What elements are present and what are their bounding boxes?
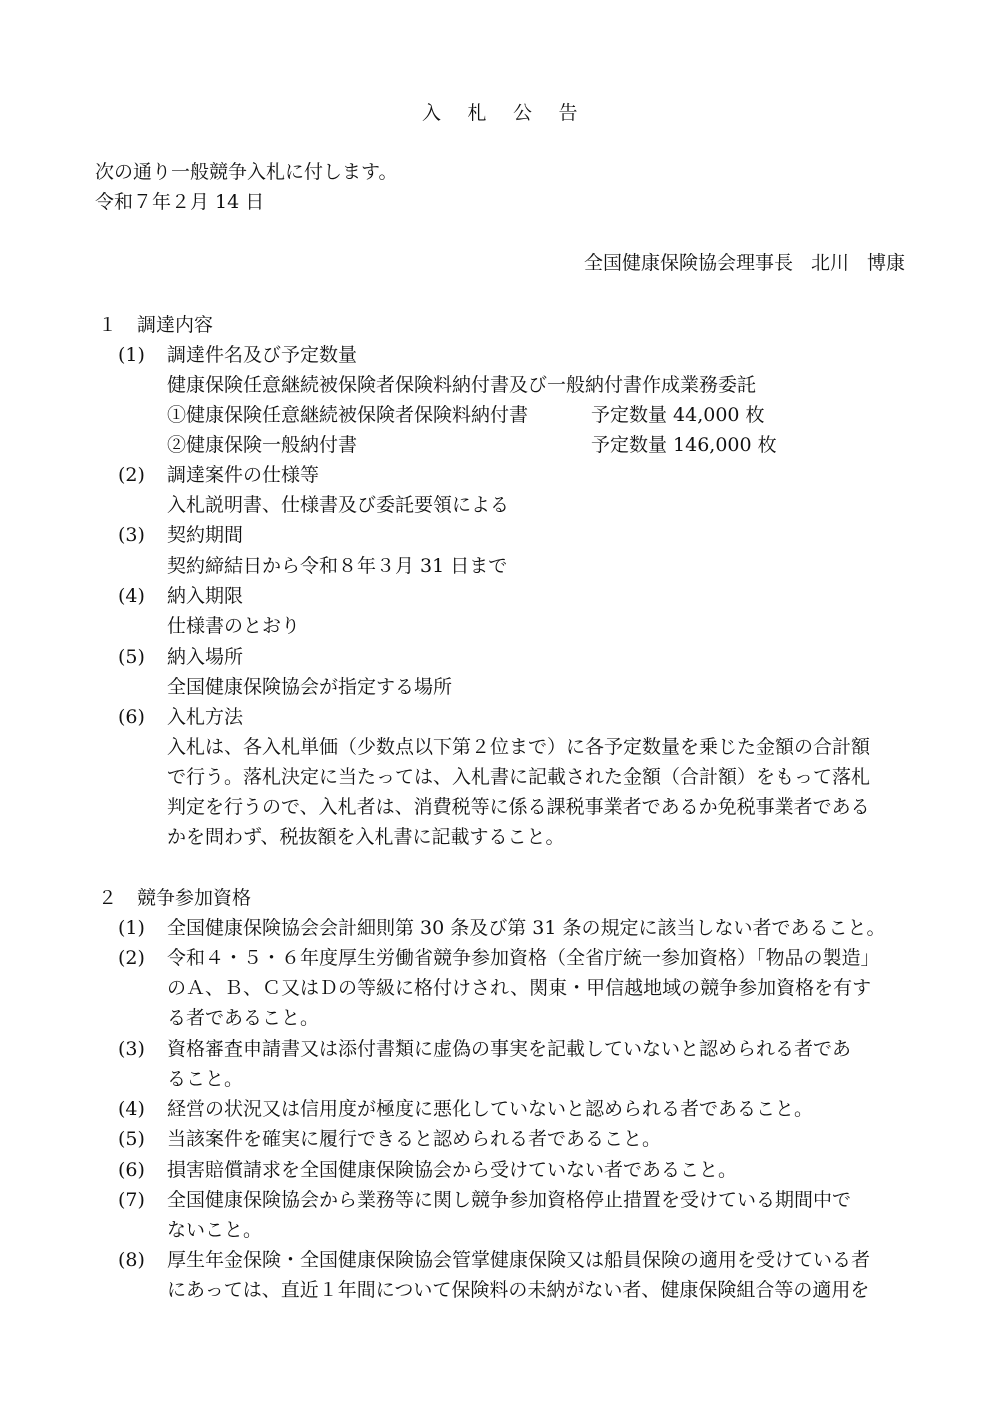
issuer <box>584 250 905 276</box>
item-text: かを問わず、税抜額を入札書に記載すること。 <box>167 826 565 848</box>
section-number: ２ <box>98 887 118 909</box>
item-heading: 調達案件の仕様等 <box>167 464 320 486</box>
item-text: 全国健康保険協会会計細則第 30 条及び第 31 条の規定に該当しない者であること。 <box>167 917 886 939</box>
item-text: 経営の状況又は信用度が極度に悪化していないと認められる者であること。 <box>167 1098 814 1120</box>
section-title: 競争参加資格 <box>137 887 252 909</box>
section-number: １ <box>98 314 118 336</box>
item-number: (5) <box>118 1128 145 1150</box>
product-quantity: 予定数量 44,000 枚 <box>591 404 765 426</box>
item-number: (2) <box>118 947 145 969</box>
item-text: 入札は、各入札単価（少数点以下第２位まで）に各予定数量を乗じた金額の合計額 <box>167 736 871 758</box>
issuer-org: 全国健康保険協会理事長 <box>583 252 793 274</box>
item-number: (2) <box>118 464 145 486</box>
product-name: ①健康保険任意継続被保険者保険料納付書 <box>167 404 529 426</box>
item-number: (4) <box>118 585 145 607</box>
procurement-name: 健康保険任意継続被保険者保険料納付書及び一般納付書作成業務委託 <box>167 374 757 396</box>
item-number: (8) <box>118 1249 145 1271</box>
section-title: 調達内容 <box>137 314 214 336</box>
item-text: 仕様書のとおり <box>167 615 301 637</box>
notice-date: 令和７年２月 14 日 <box>95 191 265 213</box>
item-number: (3) <box>118 524 145 546</box>
issuer-surname: 北川 <box>810 252 849 274</box>
item-number: (1) <box>118 917 145 939</box>
item-number: (7) <box>118 1189 145 1211</box>
item-number: (3) <box>118 1038 145 1060</box>
item-text: 全国健康保険協会が指定する場所 <box>167 676 453 698</box>
product-quantity: 予定数量 146,000 枚 <box>591 434 777 456</box>
item-text: 契約締結日から令和８年３月 31 日まで <box>167 555 508 577</box>
item-text: で行う。落札決定に当たっては、入札書に記載された金額（合計額）をもって落札 <box>167 766 871 788</box>
issuer-given-name: 博康 <box>866 252 905 274</box>
title-char: 公 <box>513 102 533 124</box>
item-heading: 入札方法 <box>167 706 244 728</box>
item-text: のＡ、Ｂ、Ｃ又はＤの等級に格付けされ、関東・甲信越地域の競争参加資格を有す <box>167 977 872 999</box>
item-text: ないこと。 <box>167 1219 263 1241</box>
item-text: 当該案件を確実に履行できると認められる者であること。 <box>167 1128 662 1150</box>
item-text: にあっては、直近１年間について保険料の未納がない者、健康保険組合等の適用を <box>167 1279 870 1301</box>
item-heading: 納入期限 <box>167 585 244 607</box>
item-text: 損害賠償請求を全国健康保険協会から受けていない者であること。 <box>167 1159 738 1181</box>
page-title <box>0 98 1000 125</box>
item-text: 判定を行うので、入札者は、消費税等に係る課税事業者であるか免税事業者である <box>167 796 870 818</box>
item-text: 資格審査申請書又は添付書類に虚偽の事実を記載していないと認められる者であ <box>167 1038 852 1060</box>
item-text: 厚生年金保険・全国健康保険協会管掌健康保険又は船員保険の適用を受けている者 <box>167 1249 871 1271</box>
product-name: ②健康保険一般納付書 <box>167 434 358 456</box>
item-text: る者であること。 <box>167 1007 320 1029</box>
item-text: 入札説明書、仕様書及び委託要領による <box>167 494 510 516</box>
item-number: (5) <box>118 646 145 668</box>
item-number: (6) <box>118 1159 145 1181</box>
item-number: (4) <box>118 1098 145 1120</box>
item-heading: 調達件名及び予定数量 <box>167 344 358 366</box>
title-char: 入 <box>421 102 442 124</box>
item-text: 令和４・５・６年度厚生労働省競争参加資格（全省庁統一参加資格）「物品の製造」 <box>167 947 880 969</box>
intro-text: 次の通り一般競争入札に付します。 <box>95 161 398 183</box>
item-heading: 納入場所 <box>167 646 244 668</box>
item-number: (1) <box>118 344 145 366</box>
title-char: 札 <box>467 102 487 124</box>
item-text: ること。 <box>167 1068 244 1090</box>
title-char: 告 <box>558 102 579 124</box>
item-number: (6) <box>118 706 145 728</box>
item-heading: 契約期間 <box>167 524 244 546</box>
item-text: 全国健康保険協会から業務等に関し競争参加資格停止措置を受けている期間中で <box>167 1189 852 1211</box>
